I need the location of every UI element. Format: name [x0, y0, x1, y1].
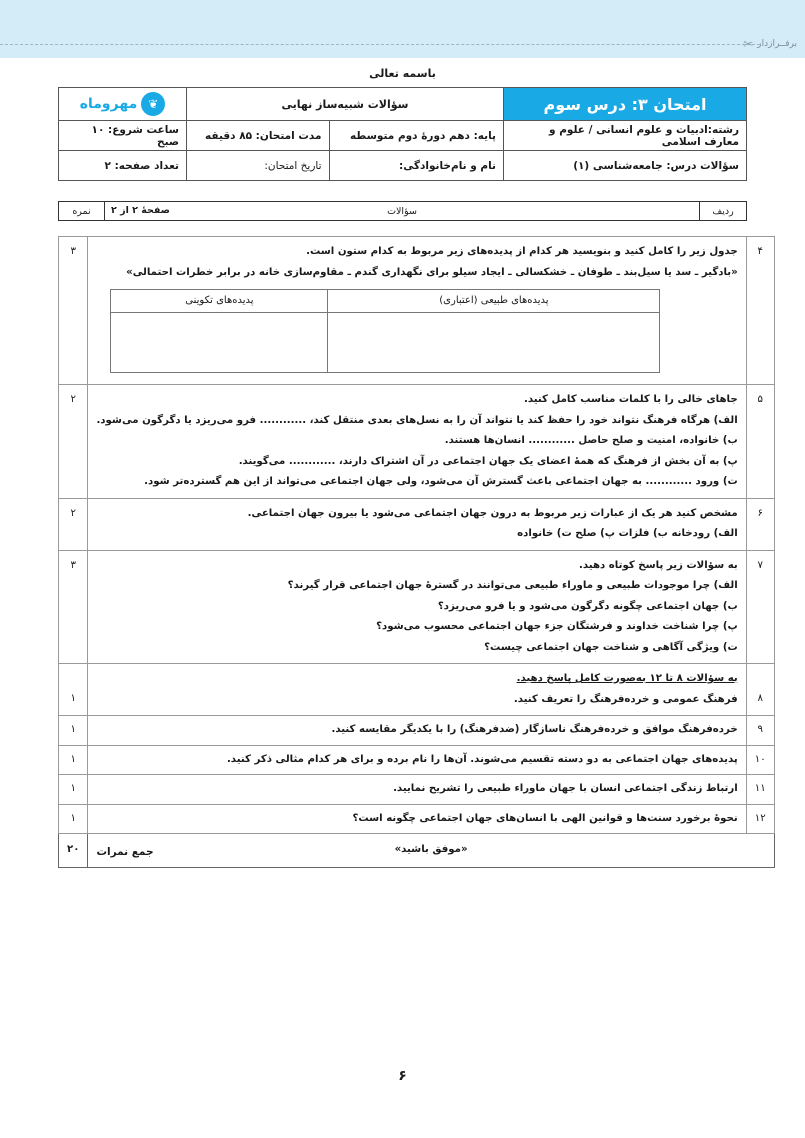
option: الف) رودخانه [671, 528, 738, 539]
question-score: ۳ [59, 237, 88, 385]
butterfly-icon: ❦ [141, 92, 165, 116]
top-band [0, 0, 805, 58]
answer-cell-generative[interactable] [111, 313, 328, 373]
question-score: ۱ [59, 775, 88, 805]
question-row [59, 498, 775, 550]
total-label: جمع نمرات [96, 846, 154, 858]
question-body [88, 237, 746, 385]
question-number: ۹ [746, 716, 774, 746]
column-questions [105, 202, 699, 220]
question-score: ۱ [59, 745, 88, 775]
question-score: ۲ [59, 498, 88, 550]
question-score: ۱ [59, 664, 88, 716]
question-score: ۳ [59, 550, 88, 664]
answer-cell-natural[interactable] [328, 313, 660, 373]
question-part: ت) ویژگی آگاهی و شناخت جهان اجتماعی چیست؟ [484, 641, 738, 653]
question-number: ۸ [746, 664, 774, 716]
option: پ) صلح [575, 528, 616, 539]
exam-header-table [58, 87, 747, 181]
column-score: نمره [59, 202, 105, 220]
question-body [88, 745, 746, 775]
column-questions-label: سؤالات [387, 205, 417, 217]
question-number: ۱۰ [746, 745, 774, 775]
question-text: فرهنگ عمومی و خرده‌فرهنگ را تعریف کنید. [513, 693, 738, 705]
question-row [59, 664, 775, 716]
question-body [88, 385, 746, 499]
question-text: خرده‌فرهنگ موافق و خرده‌فرهنگ ناسازگار (ضدفرهنگ) را با یکدیگر مقایسه کنید. [331, 724, 738, 735]
section-instruction: به سؤالات ۸ تا ۱۲ به‌صورت کامل پاسخ دهید. [516, 673, 738, 684]
cut-label [743, 37, 797, 51]
question-text: نحوهٔ برخورد سنت‌ها و قوانین الهی با انسان‌های جهان اجتماعی چگونه است؟ [352, 812, 738, 824]
cut-label-text: برفــرازدار [757, 39, 797, 49]
question-part: ب) جهان اجتماعی چگونه دگرگون می‌شود و یا فرو می‌ریزد؟ [437, 600, 738, 612]
question-part: پ) چرا شناخت خداوند و فرشتگان جزء جهان اجتماعی محسوب می‌شود؟ [376, 621, 738, 632]
question-number: ۱۱ [746, 775, 774, 805]
question-part: ت) ورود ............ به جهان اجتماعی باعث گسترش آن می‌شود، ولی جهان اجتماعی می‌تواند از این هم گسترده‌تر شود. [144, 476, 738, 487]
brand-logo [59, 88, 187, 121]
question-score: ۱ [59, 716, 88, 746]
question-number: ۵ [746, 385, 774, 499]
question-row [59, 745, 775, 775]
question-part: ب) خانواده، امنیت و صلح حاصل ............ انسان‌ها هستند. [444, 435, 738, 446]
question-text: ارتباط زندگی اجتماعی انسان با جهان ماوراء طبیعی را تشریح نمایید. [393, 783, 738, 794]
question-body [88, 775, 746, 805]
question-part: الف) چرا موجودات طبیعی و ماوراء طبیعی می‌توانند در گسترهٔ جهان اجتماعی قرار گیرند؟ [287, 580, 738, 591]
field-of-study: رشته:ادبیات و علوم انسانی / علوم و معارف اسلامی [504, 121, 747, 151]
question-score: ۲ [59, 385, 88, 499]
scissors-icon: ✂ [743, 37, 754, 51]
question-row [59, 550, 775, 664]
exam-subtitle: سؤالات شبیه‌ساز نهایی [187, 88, 504, 121]
question-body [88, 664, 746, 716]
page-number: ۶ [398, 1068, 407, 1084]
question-row [59, 385, 775, 499]
start-time: ساعت شروع: ۱۰ صبح [59, 121, 187, 151]
column-natural: پدیده‌های طبیعی (اعتباری) [328, 290, 660, 313]
column-row: ردیف [699, 202, 746, 220]
exam-title: امتحان ۳: درس سوم [504, 88, 747, 121]
total-score: ۲۰ [59, 834, 88, 868]
exam-date-field[interactable]: تاریخ امتحان: [187, 151, 330, 181]
course-name: سؤالات درس: جامعه‌شناسی (۱) [504, 151, 747, 181]
question-number: ۱۲ [746, 804, 774, 834]
bismillah-heading: باسمه تعالی [369, 67, 436, 80]
question-text: «بادگیر ـ سد یا سیل‌بند ـ طوفان ـ خشکسالی ـ ایجاد سیلو برای نگهداری گندم ـ مقاوم‌سازی خانه در برابر خطرات احتمالی» [126, 266, 738, 278]
question-text: پدیده‌های جهان اجتماعی به دو دسته تقسیم می‌شوند. آن‌ها را نام برده و برای هر کدام مثالی ذکر کنید. [226, 753, 738, 765]
brand-name: مهروماه [79, 96, 138, 112]
question-body [88, 716, 746, 746]
question-body [88, 804, 746, 834]
option: ب) فلزات [618, 528, 668, 539]
question-part: الف) هرگاه فرهنگ نتواند خود را حفظ کند یا نتواند آن را به نسل‌های بعدی منتقل کند، ............ فرو می‌ریزد یا دگرگون می‌شود. [96, 414, 738, 426]
question-row [59, 804, 775, 834]
page-indicator: صفحهٔ ۲ از ۲ [111, 205, 170, 216]
question-row [59, 716, 775, 746]
question-options [96, 524, 737, 545]
questions-table [58, 236, 775, 868]
page-count: تعداد صفحه: ۲ [59, 151, 187, 181]
question-body [88, 498, 746, 550]
question-number: ۴ [746, 237, 774, 385]
question-number: ۷ [746, 550, 774, 664]
exam-duration: مدت امتحان: ۸۵ دقیقه [187, 121, 330, 151]
question-score: ۱ [59, 804, 88, 834]
option: ت) خانواده [517, 528, 572, 539]
good-luck-message: «موفق باشید» [394, 844, 468, 856]
question-number: ۶ [746, 498, 774, 550]
total-row-body [88, 834, 774, 868]
question-text: به سؤالات زیر پاسخ کوتاه دهید. [579, 559, 738, 571]
question-part: پ) به آن بخش از فرهنگ که همهٔ اعضای یک جهان اجتماعی در آن اشتراک دارند، ............ می‌گویند. [238, 455, 738, 467]
question-text: جاهای خالی را با کلمات مناسب کامل کنید. [523, 394, 738, 405]
student-name-field[interactable]: نام و نام‌خانوادگی: [329, 151, 503, 181]
column-generative: پدیده‌های تکوینی [111, 290, 328, 313]
classification-table [110, 289, 660, 373]
question-text: جدول زیر را کامل کنید و بنویسید هر کدام از پدیده‌های زیر مربوط به کدام ستون است. [306, 246, 738, 257]
question-row [59, 775, 775, 805]
question-row [59, 237, 775, 385]
grade-level: پایه: دهم دورهٔ دوم متوسطه [329, 121, 503, 151]
question-text: مشخص کنید هر یک از عبارات زیر مربوط به درون جهان اجتماعی می‌شود یا بیرون جهان اجتماعی. [247, 507, 738, 519]
total-row [59, 834, 775, 868]
question-body [88, 550, 746, 664]
column-header [58, 201, 747, 221]
cut-line [0, 44, 760, 45]
